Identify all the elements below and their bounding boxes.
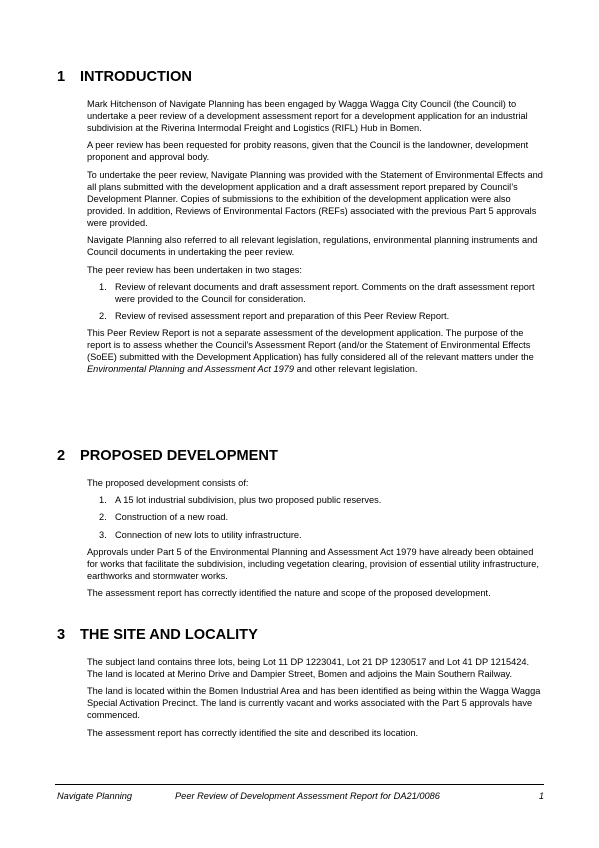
paragraph: To undertake the peer review, Navigate Planning was provided with the Statement of Environmental Effects and all plans submitted with the development application and a draft assessment report prepared by Council’s Development Planner. Copies of submissions to the exhibition of the development application were also provided. In addition, Reviews of Environmental Factors (REFs) associated with the previous Part 5 approvals were provided. — [87, 169, 543, 229]
act-title: Environmental Planning and Assessment Act 1979 — [87, 364, 295, 375]
footer-company: Navigate Planning — [57, 791, 133, 801]
paragraph — [87, 327, 543, 375]
list-item-text: Review of revised assessment report and preparation of this Peer Review Report. — [115, 310, 450, 321]
section-heading — [57, 68, 547, 86]
paragraph: A peer review has been requested for probity reasons, given that the Council is the landowner, development proponent and approval body. — [87, 140, 529, 163]
section-heading — [57, 626, 547, 644]
list-item-number: 3. — [99, 529, 107, 540]
list-item-text: Review of relevant documents and draft assessment report. Comments on the draft assessment report were provided to the Council for consideration. — [115, 281, 535, 304]
section-body — [87, 98, 543, 376]
list-item — [87, 494, 543, 506]
numbered-list — [87, 281, 543, 322]
footer-document-title: Peer Review of Development Assessment Report for DA21/0086 — [175, 791, 440, 801]
list-item — [87, 310, 543, 322]
paragraph: Navigate Planning also referred to all relevant legislation, regulations, environmental planning instruments and Council documents in undertaking the peer review. — [87, 235, 538, 258]
section-number: 3 — [57, 627, 66, 643]
paragraph: The proposed development consists of: — [87, 478, 249, 488]
section-heading — [57, 447, 547, 465]
list-item-number: 2. — [99, 310, 107, 321]
paragraph-text: and other relevant legislation. — [294, 364, 418, 375]
section-site-and-locality — [57, 626, 547, 744]
section-title: PROPOSED DEVELOPMENT — [80, 448, 278, 464]
paragraph: Mark Hitchenson of Navigate Planning has been engaged by Wagga Wagga City Council (the Council) to undertake a peer review of a development assessment report for a development application for an industrial subdivision at the Riverina Intermodal Freight and Logistics (RIFL) Hub in Bomen. — [87, 99, 528, 134]
section-number: 2 — [57, 448, 66, 464]
page-footer — [55, 784, 544, 801]
paragraph: The assessment report has correctly identified the site and described its location. — [87, 727, 419, 738]
section-number: 1 — [57, 69, 66, 85]
paragraph: The land is located within the Bomen Industrial Area and has been identified as being within the Wagga Wagga Special Activation Precinct. The land is currently vacant and works associated with the Part 5 approvals have commenced. — [87, 686, 541, 721]
list-item — [87, 529, 543, 541]
paragraph: The peer review has been undertaken in two stages: — [87, 264, 302, 275]
section-title: THE SITE AND LOCALITY — [80, 627, 258, 643]
section-title: INTRODUCTION — [80, 69, 192, 85]
list-item — [87, 281, 543, 305]
section-proposed-development — [57, 447, 547, 604]
numbered-list — [87, 494, 543, 540]
paragraph: The assessment report has correctly identified the nature and scope of the proposed development. — [87, 588, 491, 599]
list-item-number: 2. — [99, 512, 107, 523]
section-introduction — [57, 68, 547, 381]
list-item-number: 1. — [99, 495, 107, 506]
paragraph: Approvals under Part 5 of the Environmental Planning and Assessment Act 1979 have already been obtained for works that facilitate the subdivision, including vegetation clearing, provision of essential utility infrastructure, earthworks and stormwater works. — [87, 546, 539, 581]
section-body — [87, 656, 543, 739]
footer-page-number: 1 — [538, 791, 544, 801]
section-body — [87, 477, 543, 599]
paragraph: The subject land contains three lots, being Lot 11 DP 1223041, Lot 21 DP 1230517 and Lot 41 DP 1215424. The land is located at Merino Drive and Dampier Street, Bomen and adjoins the Main Southern Railway. — [87, 657, 530, 680]
list-item-text: Connection of new lots to utility infrastructure. — [115, 529, 302, 540]
list-item-text: A 15 lot industrial subdivision, plus two proposed public reserves. — [115, 495, 382, 506]
list-item-text: Construction of a new road. — [115, 512, 229, 523]
list-item-number: 1. — [99, 281, 107, 292]
list-item — [87, 511, 543, 523]
paragraph-text: This Peer Review Report is not a separate assessment of the development application. The purpose of the report is to assess whether the Council’s Assessment Report (and/or the Statement of Environmental Effects (SoEE) submitted with the Development Application) has fully considered all of the relevant matters under the — [87, 328, 534, 363]
